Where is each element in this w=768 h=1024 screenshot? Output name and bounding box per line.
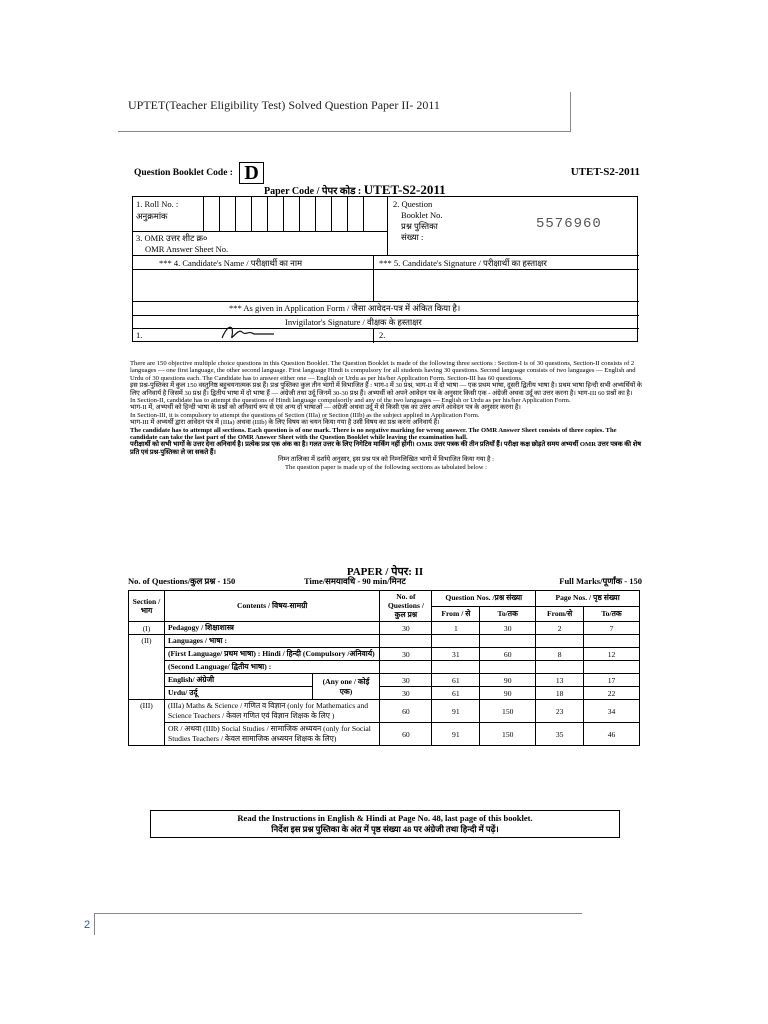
omr-no-label: 3. OMR उत्तर शीट क्र० (136, 233, 208, 243)
table-row: (Second Language/ द्वितीय भाषा) : (129, 661, 640, 674)
header-page-to: To/तक (584, 606, 640, 622)
as-given-note: *** As given in Application Form / जैसा आवेदन-पत्र में अंकित किया है। (229, 303, 461, 313)
header-to: To/तक (480, 606, 536, 622)
time-allowed: Time/समयावधि - 90 min/मिनट (304, 576, 406, 586)
instruction-paragraph: इस प्रश्न-पुस्तिका में कुल 150 वस्तुनिष्ठ बहुचयनात्मक प्रश्न हैं। प्रश्न पुस्तिका कुल तीन भागों में विभाजित है : भाग-I में 30 प्रश्न, भाग-II में दो भाषा — एक प्रथम भाषा, दूसरी द्वितीय भाषा है। प्रथम भाषा हिन्दी सभी अभ्यर्थियों के लिए अनिवार्य है जिसमें 30 प्रश्न हैं। द्वितीय भाषा में दो भाषा हैं — अंग्रेजी तथा उर्दू जिनमें 30-30 प्रश्न हैं। अभ्यर्थी को अपने आवेदन पत्र के अनुसार किसी एक - अंग्रेजी अथवा उर्दू का उत्तर करना है। भाग-III 60 प्रश्नों का है। (130, 382, 642, 397)
instructions-block (130, 360, 642, 471)
header-contents: Contents / विषय-सामग्री (164, 591, 379, 622)
footer-divider (94, 913, 582, 914)
scanned-question-booklet-cover (128, 158, 642, 844)
table-row: (I) Pedagogy / शिक्षाशास्त्र 30 1 30 2 7 (129, 622, 640, 635)
instruction-paragraph: There are 150 objective multiple choice questions in this Question Booklet. The Question Booklet is made of the following three sections : Section-I is of 30 questions, Section-II consists of 2 languages — one first language, the other second language. First language Hindi is compulsory for all students having 30 questions. Second language consists of two languages — English and Urdu of 30 questions each. The Candidate has to answer either one — English or Urdu as per his/her Application Form. Section-III has 60 questions. (130, 360, 636, 382)
booklet-code-label: Question Booklet Code : (134, 168, 233, 179)
header-from: From / से (432, 606, 480, 622)
instruction-paragraph: The candidate has to attempt all sections. Each question is of one mark. There is no negative marking for wrong answer. The OMR Answer Sheet consists of three copies. The candidate can take the last part of the OMR Answer Sheet with the Question Booklet while leaving the examination hall. (130, 426, 617, 442)
header-section: Section / भाग (129, 591, 165, 622)
question-booklet-no-hindi-2: संख्या : (401, 232, 424, 242)
header-divider (118, 131, 570, 132)
table-row: (First Language/ प्रथम भाषा) : Hindi / हिन्दी (Compulsory /अनिवार्य) 30 31 60 8 12 (129, 648, 640, 661)
full-marks: Full Marks/पूर्णांक - 150 (559, 576, 642, 586)
paper-code-label: Paper Code / पेपर कोड : (264, 186, 362, 197)
instruction-paragraph: भाग-II में, अभ्यर्थी को हिन्दी भाषा के प्रश्नों को अनिवार्य रूप से एवं अन्य दो भाषाओं — अंग्रेजी अथवा उर्दू में से किसी एक का उत्तर अपने आवेदन पत्र के अनुसार करना है। (130, 404, 521, 412)
series-code: UTET-S2-2011 (570, 166, 640, 178)
instruction-paragraph: परीक्षार्थी को सभी भागों के उत्तर देना अनिवार्य है। प्रत्येक प्रश्न एक अंक का है। गलत उत्तर के लिए निगेटिव मार्किंग नहीं होगी। OMR उत्तर पत्रक की तीन प्रतियाँ हैं। परीक्षा कक्ष छोड़ते समय अभ्यर्थी OMR उत्तर पत्रक की शेष प्रति एवं प्रश्न-पुस्तिका ले जा सकते हैं। (130, 441, 642, 456)
invigilator-signature-scribble (218, 322, 278, 344)
candidate-signature-label: *** 5. Candidate's Signature / परीक्षार्थी का हस्ताक्षर (379, 258, 547, 268)
page-header-title: UPTET(Teacher Eligibility Test) Solved Question Paper II- 2011 (128, 98, 440, 112)
booklet-number: 5576960 (536, 216, 602, 232)
invigilator-2: 2. (379, 330, 386, 340)
candidate-name-label: *** 4. Candidate's Name / परीक्षार्थी का नाम (159, 258, 303, 268)
table-row: Urdu/ उर्दू 30 61 90 18 22 (129, 687, 640, 700)
roll-no-hindi-label: अनुक्रमांक (136, 211, 168, 221)
booklet-code-row (134, 162, 264, 184)
table-row: English/ अंग्रेजी (Any one / कोई एक) 30 61 90 13 17 (129, 674, 640, 687)
instruction-paragraph: निम्न तालिका में दर्शाये अनुसार, इस प्रश्न पत्र को निम्नलिखित भागों में विभाजित किया गया है : (278, 456, 494, 464)
header-question-nos: Question Nos. /प्रश्न संख्या (432, 591, 536, 607)
invigilator-signature-label: Invigilator's Signature / वीक्षक के हस्ताक्षर (285, 317, 422, 327)
instruction-paragraph: The question paper is made up of the following sections as tabulated below : (285, 463, 487, 471)
header-no-of-questions: No. of Questions /कुल प्रश्न (380, 591, 432, 622)
read-instructions-note (150, 810, 620, 838)
table-row: (III) (IIIa) Maths & Science / गणित व विज्ञान (only for Mathematics and Science Teachers / केवल गणित एवं विज्ञान शिक्षक के लिए ) 60 91 150 23 34 (129, 700, 640, 723)
table-row: OR / अथवा (IIIb) Social Studies / सामाजिक अध्ययन (only for Social Studies Teachers / केवल सामाजिक अध्ययन शिक्षक के लिए) 60 91 150 35 46 (129, 723, 640, 746)
read-instructions-english: Read the Instructions in English & Hindi at Page No. 48, last page of this booklet. (237, 813, 533, 823)
instruction-paragraph: भाग-III में अभ्यर्थी द्वारा आवेदन पत्र में (IIIa) अथवा (IIIb) के लिए विषय का चयन किया गया है उसी विषय का प्रश्न करना अनिवार्य है। (130, 419, 440, 427)
instruction-paragraph: In Section-II, candidate has to attempt the questions of Hindi language compulsorily and any of the two languages — English or Urdu as per his/her Application Form. (130, 397, 571, 405)
invigilator-1: 1. (136, 330, 143, 340)
booklet-code-value: D (239, 162, 263, 184)
read-instructions-hindi: निर्देश इस प्रश्न पुस्तिका के अंत में पृष्ठ संख्या 48 पर अंग्रेजी तथा हिन्दी में पढ़ें। (271, 824, 499, 834)
header-page-nos: Page Nos. / पृष्ठ संख्या (536, 591, 640, 607)
question-booklet-no-label: 2. Question (393, 199, 433, 209)
question-booklet-no-hindi: प्रश्न पुस्तिका (401, 221, 438, 231)
paper-title: PAPER / पेपर: II (346, 566, 424, 578)
number-of-questions: No. of Questions/कुल प्रश्न - 150 (128, 576, 236, 586)
instruction-paragraph: In Section-III, it is compulsory to attempt the questions of Section (IIIa) or Section (IIIb) as the subject applied in Application Form. (130, 411, 480, 419)
footer-vertical-divider (94, 913, 95, 935)
omr-no-english-label: OMR Answer Sheet No. (145, 244, 229, 254)
roll-no-label: 1. Roll No. : (136, 199, 179, 209)
header-page-from: From/से (536, 606, 584, 622)
table-row: (II) Languages / भाषा : (129, 635, 640, 648)
paper-code-value: UTET-S2-2011 (363, 182, 446, 197)
question-booklet-no-label-2: Booklet No. (401, 210, 443, 220)
sections-table (128, 590, 640, 746)
page-number: 2 (84, 919, 91, 931)
header-vertical-divider (570, 92, 571, 132)
